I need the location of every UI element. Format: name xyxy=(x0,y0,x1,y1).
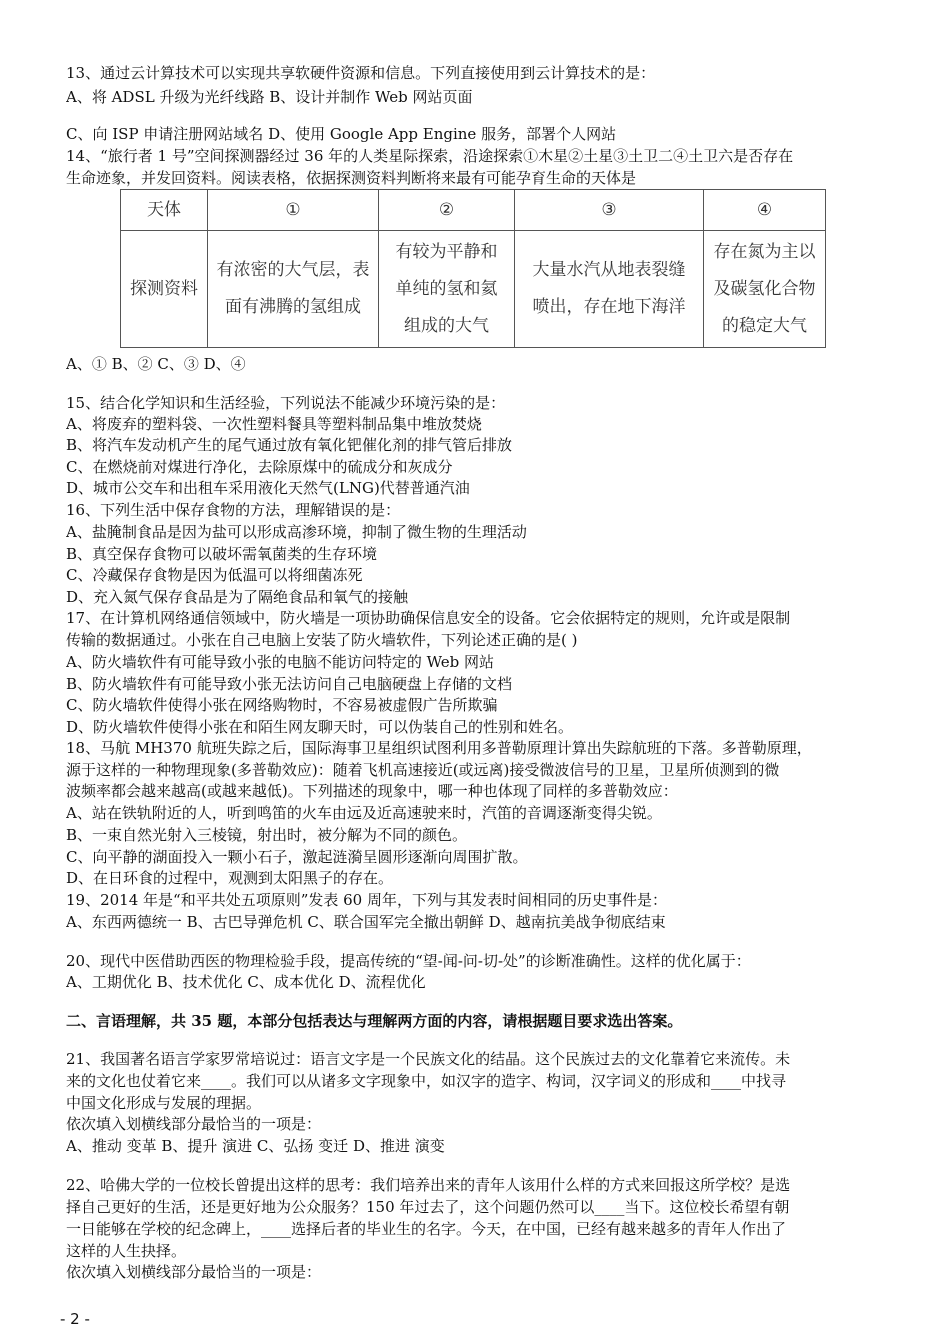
q22-stem-line2: 择自己更好的生活，还是更好地为公众服务？150 年过去了，这个问题仍然可以____当下。这位校长希望有朝 xyxy=(66,1198,790,1216)
table-cell xyxy=(704,231,826,348)
q17-option-a: A、防火墙软件有可能导致小张的电脑不能访问特定的 Web 网站 xyxy=(66,653,495,671)
q20-options: A、工期优化 B、技术优化 C、成本优化 D、流程优化 xyxy=(66,973,426,991)
table-cell-text: 有浓密的大气层，表 面有沸腾的氢组成 xyxy=(216,260,370,317)
q19-stem: 19、2014 年是“和平共处五项原则”发表 60 周年，下列与其发表时间相同的历史事件是： xyxy=(66,891,667,909)
q18-option-d: D、在日环食的过程中，观测到太阳黑子的存在。 xyxy=(66,869,394,887)
q22-stem-line4: 这样的人生抉择。 xyxy=(66,1242,187,1260)
q21-stem-line3: 中国文化形成与发展的理据。 xyxy=(66,1094,262,1112)
table-header-row xyxy=(121,190,826,231)
q21-stem-line1: 21、我国著名语言学家罗常培说过：语言文字是一个民族文化的结晶。这个民族过去的文化靠着它来流传。未 xyxy=(66,1050,791,1068)
q15-option-a: A、将废弃的塑料袋、一次性塑料餐具等塑料制品集中堆放焚烧 xyxy=(66,415,482,433)
q22-stem-line3: 一日能够在学校的纪念碑上，____选择后者的毕业生的名字。今天，在中国，已经有越来越多的青年人作出了 xyxy=(66,1220,787,1238)
q19-options: A、东西两德统一 B、古巴导弹危机 C、联合国军完全撤出朝鲜 D、越南抗美战争彻底结束 xyxy=(66,913,666,931)
q16-option-b: B、真空保存食物可以破坏需氧菌类的生存环境 xyxy=(66,545,378,563)
table-row-label xyxy=(121,231,208,348)
q17-option-c: C、防火墙软件使得小张在网络购物时，不容易被虚假广告所欺骗 xyxy=(66,696,498,714)
section-heading: 二、言语理解，共 35 题，本部分包括表达与理解两方面的内容，请根据题目要求选出答案。 xyxy=(66,1012,683,1030)
page-number: - 2 - xyxy=(60,1310,90,1328)
q20-stem: 20、现代中医借助西医的物理检验手段，提高传统的“望-闻-问-切-处”的诊断准确性。这样的优化属于： xyxy=(66,952,751,970)
q18-stem-line2: 源于这样的一种物理现象(多普勒效应)：随着飞机高速接近(或远离)接受微波信号的卫星，卫星所侦测到的微 xyxy=(66,761,780,779)
q14-options: A、① B、② C、③ D、④ xyxy=(66,355,246,373)
q15-stem: 15、结合化学知识和生活经验，下列说法不能减少环境污染的是： xyxy=(66,394,506,412)
q18-option-a: A、站在铁轨附近的人，听到鸣笛的火车由远及近高速驶来时，汽笛的音调逐渐变得尖锐。 xyxy=(66,804,662,822)
table-cell-text: 存在氮为主以 及碳氢化合物 的稳定大气 xyxy=(713,241,816,336)
q14-stem-line2: 生命迹象，并发回资料。阅读表格，依据探测资料判断将来最有可能孕育生命的天体是 xyxy=(66,169,637,187)
table-row xyxy=(121,231,826,348)
table-header-cell: ① xyxy=(208,190,379,231)
q22-prompt: 依次填入划横线部分最恰当的一项是： xyxy=(66,1263,322,1281)
q16-option-c: C、冷藏保存食物是因为低温可以将细菌冻死 xyxy=(66,566,363,584)
table-header-cell: ④ xyxy=(704,190,826,231)
q14-stem-line1: 14、“旅行者 1 号”空间探测器经过 36 年的人类星际探索，沿途探索①木星②土星③土卫二④土卫六是否存在 xyxy=(66,147,794,165)
table-header-cell: 天体 xyxy=(121,190,208,231)
table-cell-text: 大量水汽从地表裂缝 喷出，存在地下海洋 xyxy=(532,260,686,317)
q16-option-d: D、充入氮气保存食品是为了隔绝食品和氧气的接触 xyxy=(66,588,409,606)
q17-stem-line1: 17、在计算机网络通信领域中，防火墙是一项协助确保信息安全的设备。它会依据特定的规则，允许或是限制 xyxy=(66,609,791,627)
q22-stem-line1: 22、哈佛大学的一位校长曾提出这样的思考：我们培养出来的青年人该用什么样的方式来回报这所学校？是选 xyxy=(66,1176,791,1194)
table-header-cell: ② xyxy=(379,190,515,231)
q21-options: A、推动 变革 B、提升 演进 C、弘扬 变迁 D、推进 演变 xyxy=(66,1137,445,1155)
table-cell xyxy=(515,231,704,348)
q18-option-b: B、一束自然光射入三棱镜，射出时，被分解为不同的颜色。 xyxy=(66,826,468,844)
q16-option-a: A、盐腌制食品是因为盐可以形成高渗环境，抑制了微生物的生理活动 xyxy=(66,523,527,541)
table-cell-text: 探测资料 xyxy=(130,278,198,299)
q15-option-c: C、在燃烧前对煤进行净化，去除原煤中的硫成分和灰成分 xyxy=(66,458,453,476)
q21-stem-line2: 来的文化也仗着它来____。我们可以从诸多文字现象中，如汉字的造字、构词，汉字词义的形成和____中找寻 xyxy=(66,1072,787,1090)
table-cell xyxy=(379,231,515,348)
table-header-cell: ③ xyxy=(515,190,704,231)
q17-stem-line2: 传输的数据通过。小张在自己电脑上安装了防火墙软件，下列论述正确的是( ) xyxy=(66,631,578,649)
q18-stem-line1: 18、马航 MH370 航班失踪之后，国际海事卫星组织试图利用多普勒原理计算出失踪航班的下落。多普勒原理， xyxy=(66,739,812,757)
table-cell xyxy=(208,231,379,348)
q21-prompt: 依次填入划横线部分最恰当的一项是： xyxy=(66,1115,322,1133)
q13-options-ab: A、将 ADSL 升级为光纤线路 B、设计并制作 Web 网站页面 xyxy=(66,88,473,106)
q17-option-d: D、防火墙软件使得小张在和陌生网友聊天时，可以伪装自己的性别和姓名。 xyxy=(66,718,574,736)
q15-option-d: D、城市公交车和出租车采用液化天然气(LNG)代替普通汽油 xyxy=(66,479,470,497)
q18-stem-line3: 波频率都会越来越高(或越来越低)。下列描述的现象中，哪一种也体现了同样的多普勒效应： xyxy=(66,782,678,800)
q18-option-c: C、向平静的湖面投入一颗小石子，激起涟漪呈圆形逐渐向周围扩散。 xyxy=(66,848,528,866)
q15-option-b: B、将汽车发动机产生的尾气通过放有氧化钯催化剂的排气管后排放 xyxy=(66,436,513,454)
table-cell-text: 有较为平静和 单纯的氢和氦 组成的大气 xyxy=(395,241,498,336)
q13-options-cd: C、向 ISP 申请注册网站域名 D、使用 Google App Engine 服务，部署个人网站 xyxy=(66,125,617,143)
q17-option-b: B、防火墙软件有可能导致小张无法访问自己电脑硬盘上存储的文档 xyxy=(66,675,513,693)
q16-stem: 16、下列生活中保存食物的方法，理解错误的是： xyxy=(66,501,401,519)
probe-data-table xyxy=(120,189,826,348)
q13-stem: 13、通过云计算技术可以实现共享软硬件资源和信息。下列直接使用到云计算技术的是： xyxy=(66,64,656,82)
